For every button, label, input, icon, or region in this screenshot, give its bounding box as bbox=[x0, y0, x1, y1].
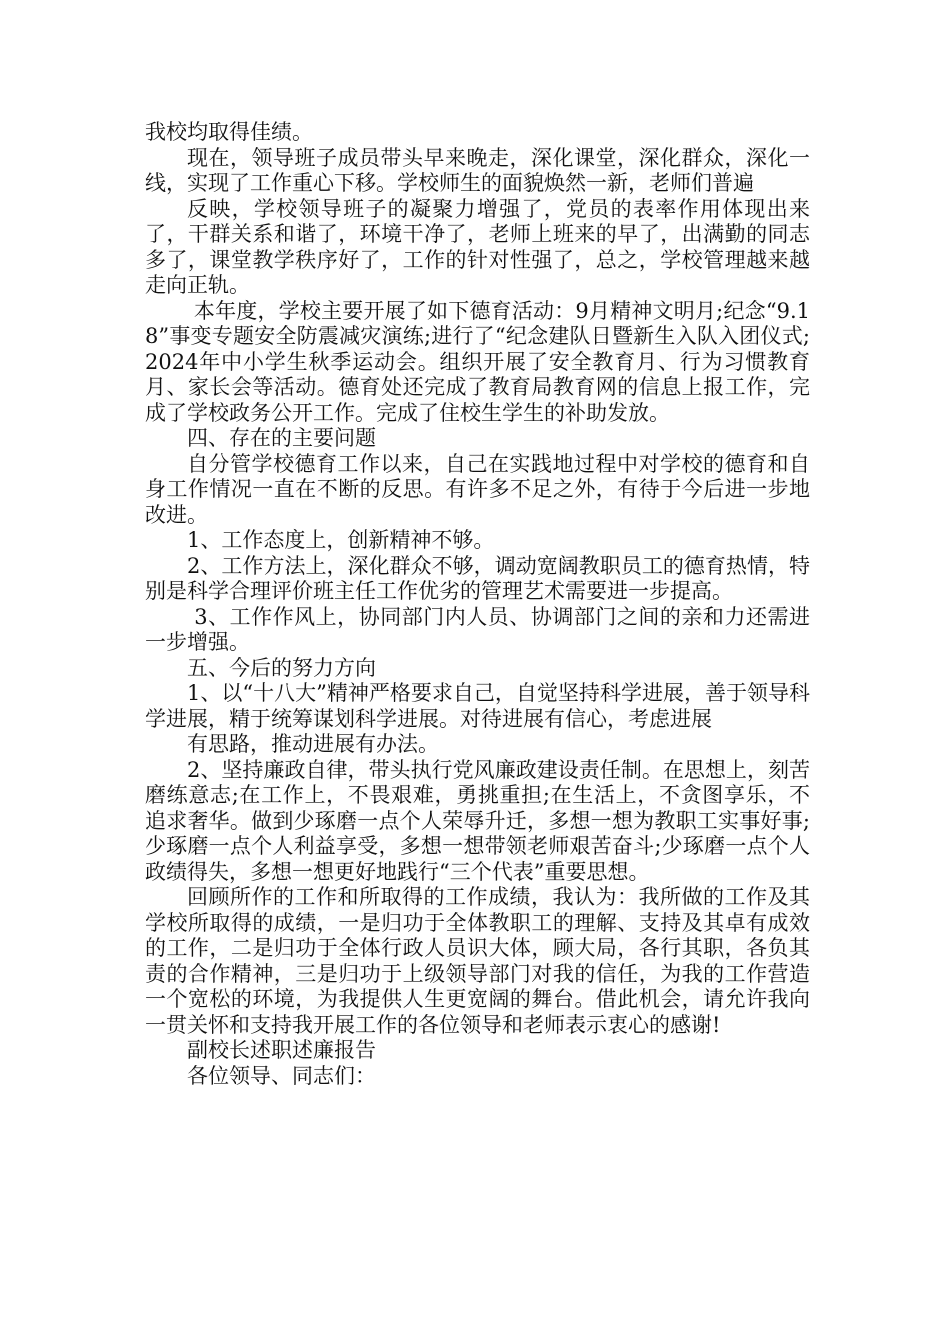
report-title: 副校长述职述廉报告 bbox=[187, 1038, 376, 1062]
paragraph-leadership: 现在，领导班子成员带头早来晚走，深化课堂，深化群众，深化一线，实现了工作重心下移。学校师生的面貌焕然一新，老师们普遍 bbox=[145, 145, 810, 195]
document-body bbox=[145, 120, 810, 1089]
list-item-development: 1、以“十八大”精神严格要求自己，自觉坚持科学进展，善于领导科学进展，精于统筹谋划科学进展。对待进展有信心，考虑进展 bbox=[145, 681, 810, 731]
list-item-method: 2、工作方法上，深化群众不够，调动宽阔教职员工的德育热情，特别是科学合理评价班主任工作优劣的管理艺术需要进一步提高。 bbox=[145, 553, 810, 603]
section-heading-problems: 四、存在的主要问题 bbox=[187, 426, 376, 450]
salutation: 各位领导、同志们： bbox=[187, 1063, 376, 1088]
list-item-style: 3、工作作风上，协同部门内人员、协调部门之间的亲和力还需进一步增强。 bbox=[145, 604, 810, 654]
paragraph-feedback: 反映，学校领导班子的凝聚力增强了，党员的表率作用体现出来了，干群关系和谐了，环境干净了，老师上班来的早了，出满勤的同志多了，课堂教学秩序好了，工作的针对性强了，总之，学校管理越来越走向正轨。 bbox=[145, 196, 810, 297]
paragraph-development-continuation: 有思路，推动进展有办法。 bbox=[187, 732, 439, 756]
section-heading-direction: 五、今后的努力方向 bbox=[187, 655, 376, 680]
list-item-attitude: 1、工作态度上，创新精神不够。 bbox=[187, 528, 495, 552]
paragraph-continuation: 我校均取得佳绩。 bbox=[145, 120, 313, 144]
list-item-integrity: 2、坚持廉政自律，带头执行党风廉政建设责任制。在思想上，刻苦磨练意志;在工作上，不畏艰难，勇挑重担;在生活上，不贪图享乐，不追求奢华。做到少琢磨一点个人荣辱升迁，多想一想为教职工实事好事;少琢磨一点个人利益享受，多想一想带领老师艰苦奋斗;少琢磨一点个人政绩得失，多想一想更好地践行“三个代表”重要思想。 bbox=[145, 757, 810, 884]
paragraph-moral-activities: 本年度，学校主要开展了如下德育活动：9月精神文明月;纪念“9.18”事变专题安全防震减灾演练;进行了“纪念建队日暨新生入队入团仪式;2024年中小学生秋季运动会。组织开展了安全教育月、行为习惯教育月、家长会等活动。德育处还完成了教育局教育网的信息上报工作，完成了学校政务公开工作。完成了住校生学生的补助发放。 bbox=[145, 298, 810, 425]
paragraph-self-reflection: 自分管学校德育工作以来，自己在实践地过程中对学校的德育和自身工作情况一直在不断的反思。有许多不足之外，有待于今后进一步地改进。 bbox=[145, 451, 810, 527]
paragraph-review-thanks: 回顾所作的工作和所取得的工作成绩，我认为：我所做的工作及其学校所取得的成绩，一是归功于全体教职工的理解、支持及其卓有成效的工作，二是归功于全体行政人员识大体，顾大局，各行其职，各负其责的合作精神，三是归功于上级领导部门对我的信任，为我的工作营造一个宽松的环境，为我提供人生更宽阔的舞台。借此机会，请允许我向一贯关怀和支持我开展工作的各位领导和老师表示衷心的感谢! bbox=[145, 885, 810, 1037]
